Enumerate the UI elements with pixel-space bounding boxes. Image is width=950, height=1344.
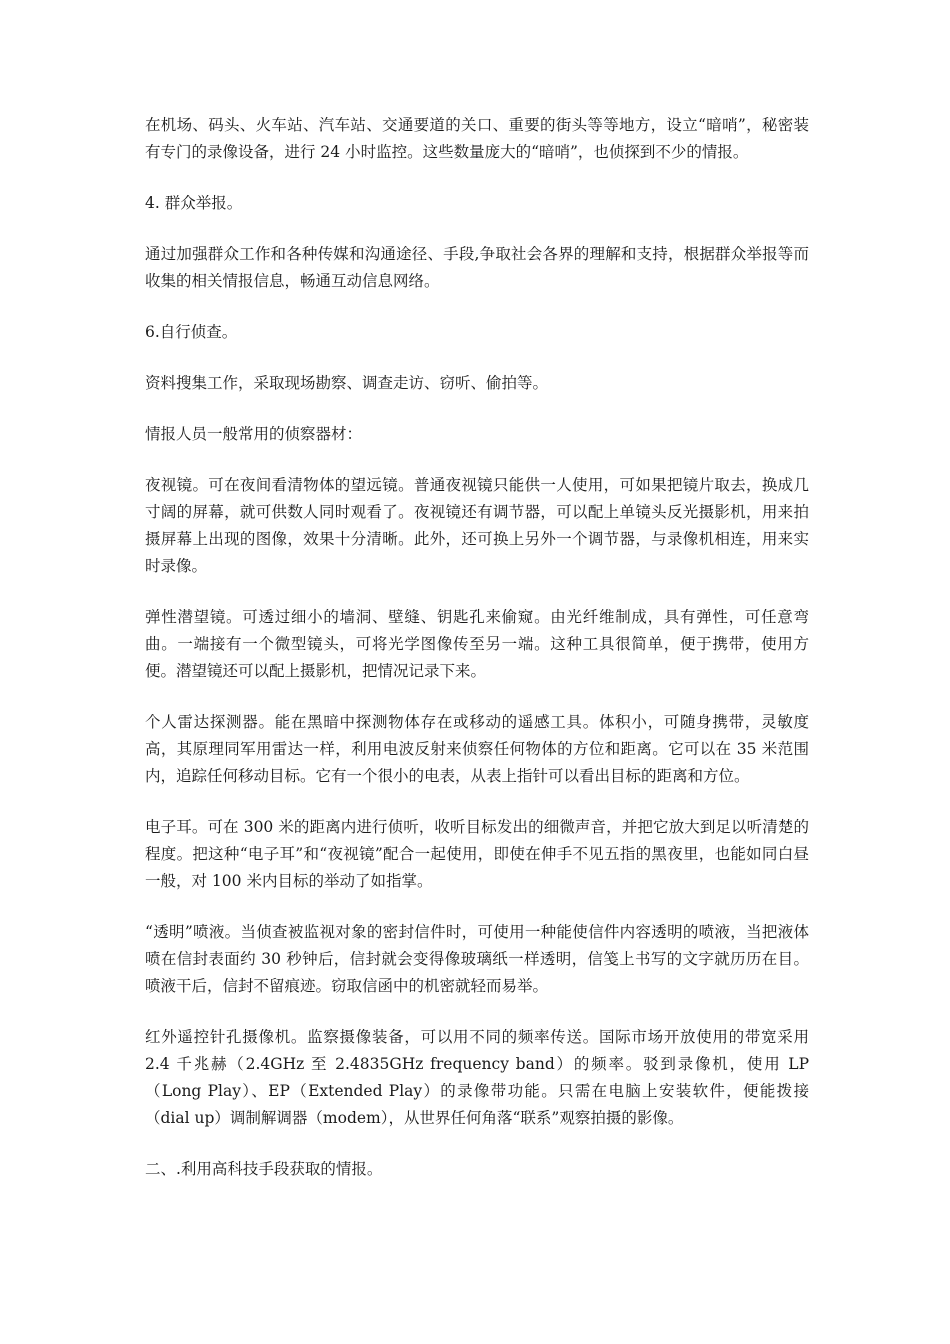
heading-public-reporting: 4. 群众举报。 <box>145 194 243 212</box>
heading-high-tech-intelligence: 二、.利用高科技手段获取的情报。 <box>145 1160 383 1178</box>
paragraph-data-collection: 资料搜集工作，采取现场勘察、调查走访、窃听、偷拍等。 <box>145 374 549 392</box>
paragraph-radar-detector: 个人雷达探测器。能在黑暗中探测物体存在或移动的遥感工具。体积小，可随身携带，灵敏度高，其原理同军用雷达一样，利用电波反射来侦察任何物体的方位和距离。它可以在 35 米范围内，追踪任何移动目标。它有一个很小的电表，从表上指针可以看出目标的距离和方位。 <box>145 713 809 785</box>
paragraph-transparent-spray: “透明”喷液。当侦查被监视对象的密封信件时，可使用一种能使信件内容透明的喷液，当把液体喷在信封表面约 30 秒钟后，信封就会变得像玻璃纸一样透明，信笺上书写的文字就历历在目。喷液干后，信封不留痕迹。窃取信函中的机密就轻而易举。 <box>145 923 809 995</box>
paragraph-public-reporting: 通过加强群众工作和各种传媒和沟通途径、手段,争取社会各界的理解和支持，根据群众举报等而收集的相关情报信息，畅通互动信息网络。 <box>145 245 809 290</box>
document-page <box>145 112 809 1183</box>
paragraph-electronic-ear: 电子耳。可在 300 米的距离内进行侦听，收听目标发出的细微声音，并把它放大到足以听清楚的程度。把这种“电子耳”和“夜视镜”配合一起使用，即使在伸手不见五指的黑夜里，也能如同白昼一般，对 100 米内目标的举动了如指掌。 <box>145 818 809 890</box>
paragraph-surveillance-posts: 在机场、码头、火车站、汽车站、交通要道的关口、重要的街头等等地方，设立“暗哨”，秘密装有专门的录像设备，进行 24 小时监控。这些数量庞大的“暗哨”，也侦探到不少的情报。 <box>145 116 809 161</box>
paragraph-periscope: 弹性潜望镜。可透过细小的墙洞、壁缝、钥匙孔来偷窥。由光纤维制成，具有弹性，可任意弯曲。一端接有一个微型镜头，可将光学图像传至另一端。这种工具很简单，便于携带，使用方便。潜望镜还可以配上摄影机，把情况记录下来。 <box>145 608 809 680</box>
paragraph-equipment-intro: 情报人员一般常用的侦察器材： <box>145 425 363 443</box>
paragraph-night-vision: 夜视镜。可在夜间看清物体的望远镜。普通夜视镜只能供一人使用，可如果把镜片取去，换成几寸阔的屏幕，就可供数人同时观看了。夜视镜还有调节器，可以配上单镜头反光摄影机，用来拍摄屏幕上出现的图像，效果十分清晰。此外，还可换上另外一个调节器，与录像机相连，用来实时录像。 <box>145 476 809 575</box>
heading-self-investigation: 6.自行侦查。 <box>145 323 238 341</box>
paragraph-pinhole-camera: 红外遥控针孔摄像机。监察摄像装备，可以用不同的频率传送。国际市场开放使用的带宽采用 2.4 千兆赫（2.4GHz 至 2.4835GHz frequency band）的频率。驳到录像机，使用 LP（Long Play）、EP（Extended Play）的录像带功能。只需在电脑上安装软件，便能拨接（dial up）调制解调器（modem），从世界任何角落“联系”观察拍摄的影像。 <box>145 1028 809 1127</box>
